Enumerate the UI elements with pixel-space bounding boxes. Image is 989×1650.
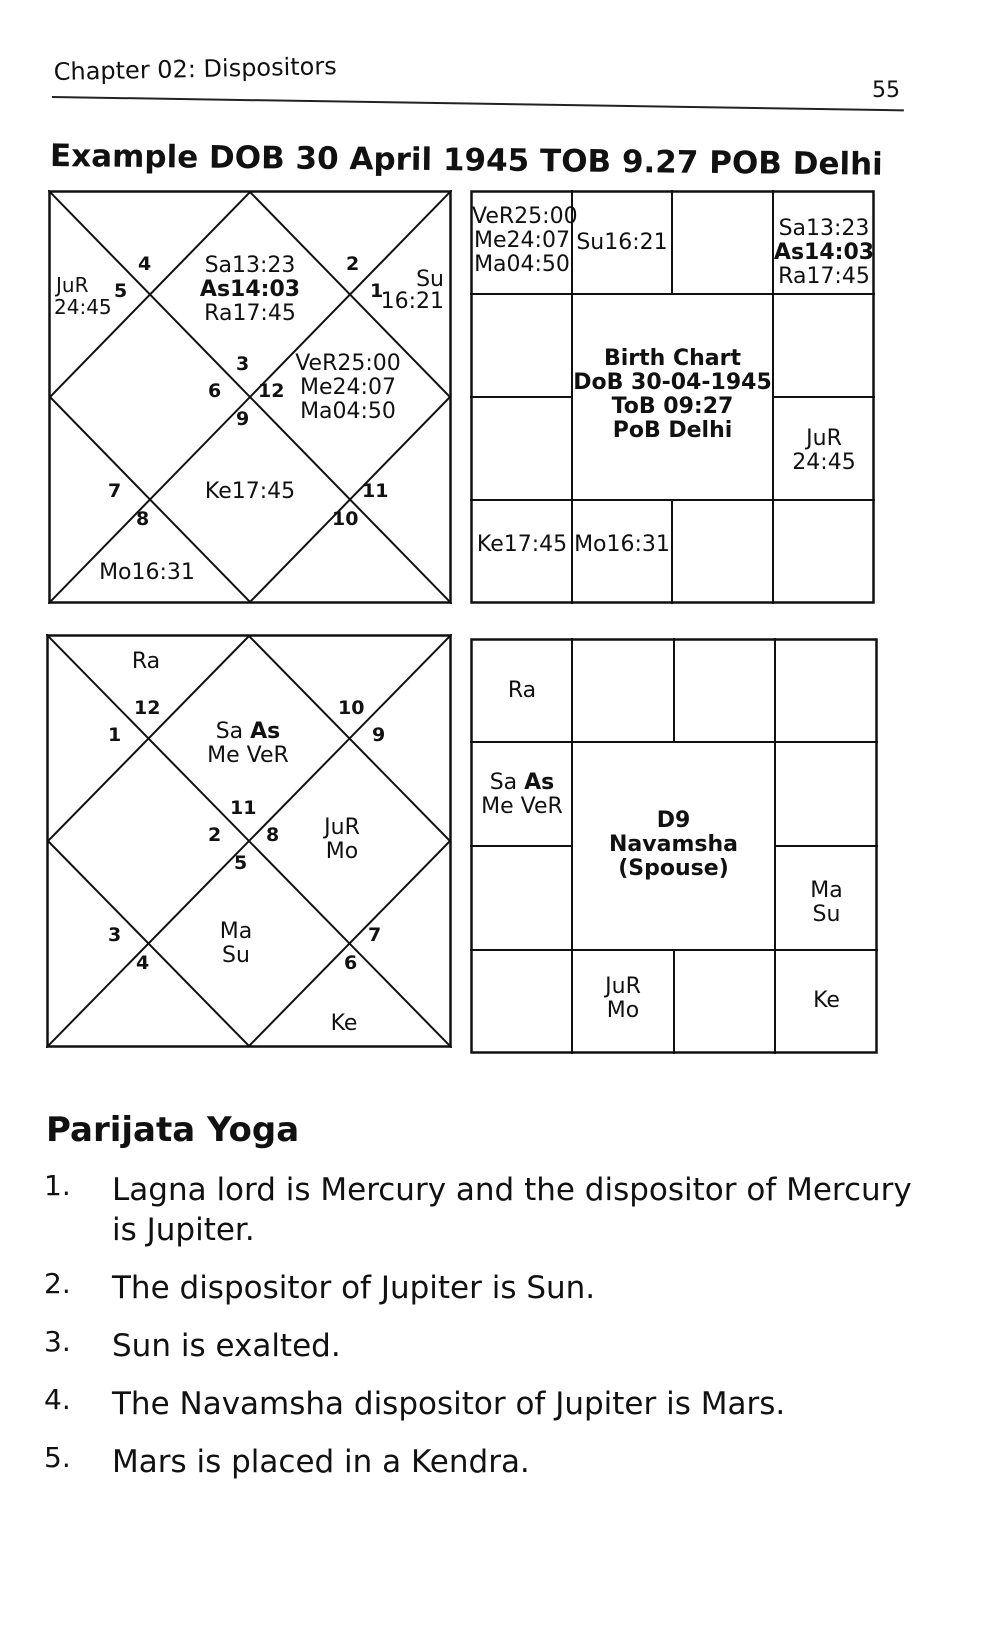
list-number: 4.	[44, 1383, 71, 1416]
planet-label: JuR	[324, 815, 360, 840]
house-number: 7	[368, 924, 382, 946]
ascendant-line	[186, 720, 310, 744]
ascendant-label: As14:03	[199, 277, 301, 302]
planet-label: Ra	[131, 649, 161, 674]
list-number: 5.	[44, 1441, 71, 1474]
house-number: 9	[372, 724, 386, 746]
list-number: 3.	[44, 1325, 71, 1358]
house-number: 8	[266, 824, 280, 846]
house-number: 5	[234, 852, 248, 874]
planet-label: Sa	[489, 770, 518, 795]
example-title: Example DOB 30 April 1945 TOB 9.27 POB Delhi	[49, 138, 883, 183]
list-item	[40, 1442, 920, 1482]
house-number: 5	[114, 280, 128, 302]
planet-label: Su	[812, 902, 841, 927]
planet-label: Me VeR	[481, 794, 563, 819]
navamsha-chart-south	[470, 638, 878, 1054]
planet-label: Sa13:23	[204, 253, 296, 278]
planet-label: Su	[222, 943, 250, 968]
cell-text: Ke17:45	[476, 532, 568, 557]
planet-label: JuR	[56, 273, 89, 297]
planet-label: Ma	[219, 919, 253, 944]
center-note: (Spouse)	[618, 856, 729, 881]
cell-text: JuR	[806, 426, 842, 451]
house-number: 11	[230, 797, 257, 819]
list-item	[40, 1384, 920, 1424]
house-number: 8	[136, 508, 150, 530]
house-number: 12	[258, 380, 285, 402]
ascendant-label: As14:03	[773, 240, 875, 265]
planet-label: VeR25:00	[295, 351, 401, 376]
house-number: 6	[344, 952, 358, 974]
ascendant-line	[472, 770, 572, 795]
birth-chart-south	[470, 190, 875, 604]
house-number: 2	[208, 824, 222, 846]
section-title: Parijata Yoga	[46, 1110, 300, 1150]
list-text: The dispositor of Jupiter is Sun.	[112, 1270, 596, 1306]
ascendant-label: As	[250, 719, 281, 744]
house-number: 12	[134, 697, 161, 719]
planet-label: Sa	[215, 719, 244, 744]
house-number: 10	[338, 697, 365, 719]
center-title: D9	[656, 808, 691, 833]
planet-label: Ma04:50	[300, 399, 396, 424]
house-number: 7	[108, 480, 122, 502]
planet-label: Me VeR	[207, 743, 289, 768]
cell-text: VeR25:00	[472, 204, 578, 229]
house-number: 9	[236, 408, 250, 430]
house-number: 3	[236, 353, 250, 375]
planet-degree: 24:45	[54, 295, 112, 319]
list-text: Mars is placed in a Kendra.	[112, 1444, 530, 1480]
ascendant-label: As	[524, 770, 555, 795]
planet-label: Ke	[330, 1011, 358, 1036]
list-number: 1.	[44, 1169, 71, 1202]
planet-label: Ra17:45	[204, 301, 296, 326]
list-text: Lagna lord is Mercury and the dispositor of Mercury is Jupiter.	[112, 1172, 912, 1248]
center-dob: DoB 30-04-1945	[573, 370, 772, 395]
house-number: 6	[208, 380, 222, 402]
list-item	[40, 1268, 920, 1308]
house-number: 4	[136, 952, 150, 974]
chart-lines	[46, 634, 452, 1048]
header-rule	[52, 96, 904, 111]
page-number: 55	[872, 78, 900, 103]
points-list	[40, 1170, 920, 1500]
list-item	[40, 1170, 920, 1250]
planet-label: Ke17:45	[204, 479, 296, 504]
house-number: 10	[332, 508, 359, 530]
house-number: 1	[108, 724, 122, 746]
house-number: 1	[370, 280, 384, 302]
list-text: The Navamsha dispositor of Jupiter is Mars.	[112, 1386, 786, 1422]
center-tob: ToB 09:27	[611, 394, 734, 419]
list-text: Sun is exalted.	[112, 1328, 341, 1364]
planet-label: Ra	[507, 678, 537, 703]
house-number: 11	[362, 480, 389, 502]
center-subtitle: Navamsha	[609, 832, 738, 857]
house-number: 4	[138, 253, 152, 275]
house-number: 3	[108, 924, 122, 946]
planet-label: Mo16:31	[99, 560, 195, 585]
birth-chart-north	[48, 190, 452, 604]
chapter-heading: Chapter 02: Dispositors	[53, 52, 337, 86]
cell-text: Mo16:31	[574, 532, 670, 557]
planet-label: Mo	[606, 998, 640, 1023]
cell-text: Su16:21	[576, 230, 668, 255]
planet-label: Su	[416, 267, 444, 292]
cell-text: 24:45	[792, 450, 856, 475]
cell-text: Ma04:50	[474, 252, 570, 277]
planet-degree: 16:21	[380, 289, 444, 314]
planet-label: Me24:07	[300, 375, 396, 400]
cell-text: Sa13:23	[778, 216, 870, 241]
list-item	[40, 1326, 920, 1366]
navamsha-chart-north	[46, 634, 452, 1048]
planet-label: Ke	[813, 988, 840, 1013]
cell-text: Ra17:45	[778, 264, 870, 289]
center-title: Birth Chart	[603, 346, 742, 371]
planet-label: Mo	[325, 839, 359, 864]
list-number: 2.	[44, 1267, 71, 1300]
house-number: 2	[346, 253, 360, 275]
center-pob: PoB Delhi	[612, 418, 733, 443]
planet-label: Ma	[810, 878, 843, 903]
cell-text: Me24:07	[474, 228, 570, 253]
planet-label: JuR	[605, 974, 641, 999]
